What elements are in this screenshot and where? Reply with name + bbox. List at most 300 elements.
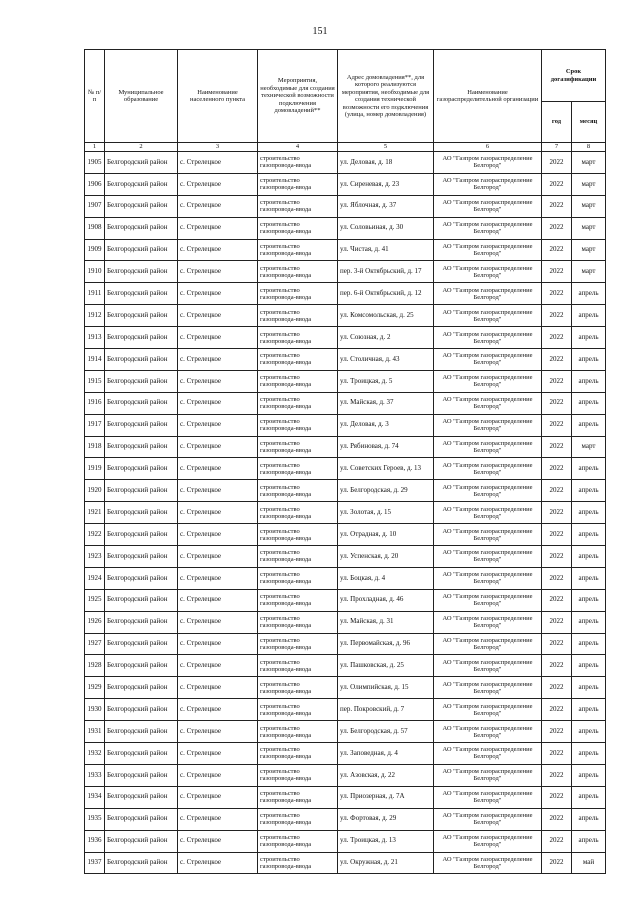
municipality-cell: Белгородский район	[105, 830, 178, 852]
activity-cell: строительство газопровода-ввода	[258, 283, 338, 305]
year-cell: 2022	[542, 611, 572, 633]
table-row	[85, 611, 606, 633]
row-number: 1935	[85, 808, 105, 830]
table-row	[85, 152, 606, 174]
table-row	[85, 217, 606, 239]
table-row	[85, 195, 606, 217]
address-cell: ул. Троицкая, д. 13	[338, 830, 434, 852]
table-row	[85, 370, 606, 392]
table-row	[85, 830, 606, 852]
table-row	[85, 633, 606, 655]
activity-cell: строительство газопровода-ввода	[258, 524, 338, 546]
column-number: 3	[178, 143, 258, 152]
org-cell: АО "Газпром газораспределение Белгород"	[434, 852, 542, 874]
row-number: 1920	[85, 480, 105, 502]
activity-cell: строительство газопровода-ввода	[258, 480, 338, 502]
row-number: 1914	[85, 349, 105, 371]
month-cell: апрель	[572, 589, 606, 611]
settlement-cell: с. Стрелецкое	[178, 589, 258, 611]
year-cell: 2022	[542, 152, 572, 174]
table-row	[85, 458, 606, 480]
address-cell: ул. Успенская, д. 20	[338, 546, 434, 568]
municipality-cell: Белгородский район	[105, 480, 178, 502]
row-number: 1908	[85, 217, 105, 239]
org-cell: АО "Газпром газораспределение Белгород"	[434, 764, 542, 786]
row-number: 1921	[85, 502, 105, 524]
year-cell: 2022	[542, 655, 572, 677]
address-cell: ул. Белгородская, д. 57	[338, 721, 434, 743]
year-cell: 2022	[542, 480, 572, 502]
row-number: 1929	[85, 677, 105, 699]
header-address: Адрес домовладения**, для которого реализуются мероприятия, необходимые для создания технической возможности его подключения (улица, номер домовладения)	[338, 50, 434, 143]
org-cell: АО "Газпром газораспределение Белгород"	[434, 327, 542, 349]
address-cell: ул. Рябиновая, д. 74	[338, 436, 434, 458]
table-row	[85, 524, 606, 546]
settlement-cell: с. Стрелецкое	[178, 699, 258, 721]
row-number: 1917	[85, 414, 105, 436]
month-cell: апрель	[572, 349, 606, 371]
address-cell: ул. Азовская, д. 22	[338, 764, 434, 786]
address-cell: ул. Советских Героев, д. 13	[338, 458, 434, 480]
org-cell: АО "Газпром газораспределение Белгород"	[434, 305, 542, 327]
activity-cell: строительство газопровода-ввода	[258, 305, 338, 327]
org-cell: АО "Газпром газораспределение Белгород"	[434, 567, 542, 589]
year-cell: 2022	[542, 414, 572, 436]
month-cell: апрель	[572, 546, 606, 568]
org-cell: АО "Газпром газораспределение Белгород"	[434, 786, 542, 808]
activity-cell: строительство газопровода-ввода	[258, 349, 338, 371]
municipality-cell: Белгородский район	[105, 633, 178, 655]
org-cell: АО "Газпром газораспределение Белгород"	[434, 830, 542, 852]
activity-cell: строительство газопровода-ввода	[258, 655, 338, 677]
month-cell: апрель	[572, 808, 606, 830]
municipality-cell: Белгородский район	[105, 589, 178, 611]
activity-cell: строительство газопровода-ввода	[258, 546, 338, 568]
year-cell: 2022	[542, 699, 572, 721]
address-cell: ул. Первомайская, д. 96	[338, 633, 434, 655]
month-cell: март	[572, 217, 606, 239]
municipality-cell: Белгородский район	[105, 524, 178, 546]
activity-cell: строительство газопровода-ввода	[258, 502, 338, 524]
table-row	[85, 589, 606, 611]
settlement-cell: с. Стрелецкое	[178, 195, 258, 217]
activity-cell: строительство газопровода-ввода	[258, 633, 338, 655]
table-body	[85, 152, 606, 874]
month-cell: апрель	[572, 699, 606, 721]
org-cell: АО "Газпром газораспределение Белгород"	[434, 239, 542, 261]
row-number: 1913	[85, 327, 105, 349]
activity-cell: строительство газопровода-ввода	[258, 764, 338, 786]
address-cell: ул. Заповедная, д. 4	[338, 743, 434, 765]
row-number: 1933	[85, 764, 105, 786]
year-cell: 2022	[542, 217, 572, 239]
org-cell: АО "Газпром газораспределение Белгород"	[434, 633, 542, 655]
row-number: 1907	[85, 195, 105, 217]
org-cell: АО "Газпром газораспределение Белгород"	[434, 589, 542, 611]
municipality-cell: Белгородский район	[105, 502, 178, 524]
address-cell: ул. Троицкая, д. 5	[338, 370, 434, 392]
activity-cell: строительство газопровода-ввода	[258, 392, 338, 414]
org-cell: АО "Газпром газораспределение Белгород"	[434, 480, 542, 502]
header-deadline: Срок догазификации	[542, 50, 606, 102]
column-number: 1	[85, 143, 105, 152]
org-cell: АО "Газпром газораспределение Белгород"	[434, 283, 542, 305]
row-number: 1934	[85, 786, 105, 808]
address-cell: ул. Отрадная, д. 10	[338, 524, 434, 546]
activity-cell: строительство газопровода-ввода	[258, 743, 338, 765]
header-activity: Мероприятия, необходимые для создания технической возможности подключения домовладений**	[258, 50, 338, 143]
month-cell: апрель	[572, 392, 606, 414]
org-cell: АО "Газпром газораспределение Белгород"	[434, 261, 542, 283]
month-cell: апрель	[572, 283, 606, 305]
activity-cell: строительство газопровода-ввода	[258, 677, 338, 699]
column-number: 8	[572, 143, 606, 152]
table-row	[85, 414, 606, 436]
header-no: № п/п	[85, 50, 105, 143]
month-cell: апрель	[572, 370, 606, 392]
activity-cell: строительство газопровода-ввода	[258, 195, 338, 217]
year-cell: 2022	[542, 743, 572, 765]
table-row	[85, 327, 606, 349]
column-number: 6	[434, 143, 542, 152]
month-cell: апрель	[572, 502, 606, 524]
activity-cell: строительство газопровода-ввода	[258, 239, 338, 261]
table-row	[85, 305, 606, 327]
address-cell: ул. Деловая, д. 18	[338, 152, 434, 174]
settlement-cell: с. Стрелецкое	[178, 283, 258, 305]
municipality-cell: Белгородский район	[105, 458, 178, 480]
month-cell: апрель	[572, 327, 606, 349]
municipality-cell: Белгородский район	[105, 436, 178, 458]
page-number: 151	[312, 26, 328, 37]
municipality-cell: Белгородский район	[105, 699, 178, 721]
org-cell: АО "Газпром газораспределение Белгород"	[434, 699, 542, 721]
address-cell: ул. Союзная, д. 2	[338, 327, 434, 349]
municipality-cell: Белгородский район	[105, 152, 178, 174]
settlement-cell: с. Стрелецкое	[178, 327, 258, 349]
table-row	[85, 808, 606, 830]
address-cell: ул. Столичная, д. 43	[338, 349, 434, 371]
municipality-cell: Белгородский район	[105, 546, 178, 568]
address-cell: ул. Соловьиная, д. 30	[338, 217, 434, 239]
municipality-cell: Белгородский район	[105, 721, 178, 743]
settlement-cell: с. Стрелецкое	[178, 173, 258, 195]
municipality-cell: Белгородский район	[105, 764, 178, 786]
address-cell: ул. Пашковская, д. 25	[338, 655, 434, 677]
municipality-cell: Белгородский район	[105, 305, 178, 327]
activity-cell: строительство газопровода-ввода	[258, 414, 338, 436]
org-cell: АО "Газпром газораспределение Белгород"	[434, 392, 542, 414]
municipality-cell: Белгородский район	[105, 567, 178, 589]
address-cell: ул. Сиреневая, д. 23	[338, 173, 434, 195]
activity-cell: строительство газопровода-ввода	[258, 152, 338, 174]
settlement-cell: с. Стрелецкое	[178, 677, 258, 699]
table-row	[85, 764, 606, 786]
row-number: 1923	[85, 546, 105, 568]
column-numbers-row	[85, 143, 606, 152]
address-cell: пер. 3-й Октябрьский, д. 17	[338, 261, 434, 283]
org-cell: АО "Газпром газораспределение Белгород"	[434, 743, 542, 765]
table-row	[85, 502, 606, 524]
settlement-cell: с. Стрелецкое	[178, 305, 258, 327]
settlement-cell: с. Стрелецкое	[178, 480, 258, 502]
settlement-cell: с. Стрелецкое	[178, 152, 258, 174]
address-cell: ул. Боцкая, д. 4	[338, 567, 434, 589]
table-row	[85, 743, 606, 765]
row-number: 1915	[85, 370, 105, 392]
year-cell: 2022	[542, 502, 572, 524]
org-cell: АО "Газпром газораспределение Белгород"	[434, 808, 542, 830]
settlement-cell: с. Стрелецкое	[178, 786, 258, 808]
settlement-cell: с. Стрелецкое	[178, 370, 258, 392]
address-cell: ул. Чистая, д. 41	[338, 239, 434, 261]
month-cell: апрель	[572, 743, 606, 765]
municipality-cell: Белгородский район	[105, 239, 178, 261]
municipality-cell: Белгородский район	[105, 414, 178, 436]
column-number: 7	[542, 143, 572, 152]
month-cell: апрель	[572, 677, 606, 699]
month-cell: апрель	[572, 786, 606, 808]
address-cell: пер. Покровский, д. 7	[338, 699, 434, 721]
activity-cell: строительство газопровода-ввода	[258, 786, 338, 808]
municipality-cell: Белгородский район	[105, 808, 178, 830]
settlement-cell: с. Стрелецкое	[178, 830, 258, 852]
year-cell: 2022	[542, 546, 572, 568]
activity-cell: строительство газопровода-ввода	[258, 327, 338, 349]
activity-cell: строительство газопровода-ввода	[258, 830, 338, 852]
table-row	[85, 261, 606, 283]
gasification-table	[84, 49, 606, 874]
org-cell: АО "Газпром газораспределение Белгород"	[434, 370, 542, 392]
row-number: 1926	[85, 611, 105, 633]
municipality-cell: Белгородский район	[105, 195, 178, 217]
municipality-cell: Белгородский район	[105, 370, 178, 392]
year-cell: 2022	[542, 677, 572, 699]
year-cell: 2022	[542, 392, 572, 414]
activity-cell: строительство газопровода-ввода	[258, 611, 338, 633]
month-cell: апрель	[572, 633, 606, 655]
settlement-cell: с. Стрелецкое	[178, 721, 258, 743]
table-row	[85, 480, 606, 502]
month-cell: апрель	[572, 764, 606, 786]
municipality-cell: Белгородский район	[105, 349, 178, 371]
org-cell: АО "Газпром газораспределение Белгород"	[434, 524, 542, 546]
month-cell: апрель	[572, 480, 606, 502]
row-number: 1905	[85, 152, 105, 174]
org-cell: АО "Газпром газораспределение Белгород"	[434, 502, 542, 524]
activity-cell: строительство газопровода-ввода	[258, 808, 338, 830]
year-cell: 2022	[542, 830, 572, 852]
year-cell: 2022	[542, 261, 572, 283]
year-cell: 2022	[542, 349, 572, 371]
table-row	[85, 655, 606, 677]
month-cell: апрель	[572, 305, 606, 327]
settlement-cell: с. Стрелецкое	[178, 852, 258, 874]
settlement-cell: с. Стрелецкое	[178, 217, 258, 239]
row-number: 1906	[85, 173, 105, 195]
municipality-cell: Белгородский район	[105, 677, 178, 699]
settlement-cell: с. Стрелецкое	[178, 524, 258, 546]
month-cell: март	[572, 261, 606, 283]
org-cell: АО "Газпром газораспределение Белгород"	[434, 546, 542, 568]
org-cell: АО "Газпром газораспределение Белгород"	[434, 217, 542, 239]
header-municipality: Муниципальное образование	[105, 50, 178, 143]
activity-cell: строительство газопровода-ввода	[258, 436, 338, 458]
municipality-cell: Белгородский район	[105, 655, 178, 677]
settlement-cell: с. Стрелецкое	[178, 567, 258, 589]
municipality-cell: Белгородский район	[105, 283, 178, 305]
address-cell: ул. Комсомольская, д. 25	[338, 305, 434, 327]
month-cell: март	[572, 436, 606, 458]
address-cell: ул. Белгородская, д. 29	[338, 480, 434, 502]
settlement-cell: с. Стрелецкое	[178, 633, 258, 655]
year-cell: 2022	[542, 173, 572, 195]
address-cell: ул. Майская, д. 31	[338, 611, 434, 633]
table-row	[85, 546, 606, 568]
table-row	[85, 349, 606, 371]
org-cell: АО "Газпром газораспределение Белгород"	[434, 414, 542, 436]
org-cell: АО "Газпром газораспределение Белгород"	[434, 349, 542, 371]
row-number: 1910	[85, 261, 105, 283]
row-number: 1931	[85, 721, 105, 743]
activity-cell: строительство газопровода-ввода	[258, 721, 338, 743]
table-row	[85, 721, 606, 743]
month-cell: март	[572, 152, 606, 174]
month-cell: апрель	[572, 830, 606, 852]
table-row	[85, 852, 606, 874]
month-cell: март	[572, 239, 606, 261]
municipality-cell: Белгородский район	[105, 852, 178, 874]
year-cell: 2022	[542, 458, 572, 480]
settlement-cell: с. Стрелецкое	[178, 458, 258, 480]
column-number: 5	[338, 143, 434, 152]
month-cell: март	[572, 195, 606, 217]
municipality-cell: Белгородский район	[105, 786, 178, 808]
row-number: 1912	[85, 305, 105, 327]
row-number: 1918	[85, 436, 105, 458]
table-header	[85, 50, 606, 152]
table-row	[85, 173, 606, 195]
org-cell: АО "Газпром газораспределение Белгород"	[434, 152, 542, 174]
row-number: 1919	[85, 458, 105, 480]
table-row	[85, 283, 606, 305]
row-number: 1922	[85, 524, 105, 546]
month-cell: апрель	[572, 414, 606, 436]
year-cell: 2022	[542, 327, 572, 349]
row-number: 1927	[85, 633, 105, 655]
month-cell: март	[572, 173, 606, 195]
org-cell: АО "Газпром газораспределение Белгород"	[434, 677, 542, 699]
year-cell: 2022	[542, 721, 572, 743]
month-cell: апрель	[572, 721, 606, 743]
settlement-cell: с. Стрелецкое	[178, 261, 258, 283]
row-number: 1930	[85, 699, 105, 721]
month-cell: апрель	[572, 655, 606, 677]
year-cell: 2022	[542, 370, 572, 392]
year-cell: 2022	[542, 764, 572, 786]
address-cell: ул. Олимпийская, д. 15	[338, 677, 434, 699]
column-number: 2	[105, 143, 178, 152]
year-cell: 2022	[542, 195, 572, 217]
activity-cell: строительство газопровода-ввода	[258, 370, 338, 392]
header-settlement: Наименование населенного пункта	[178, 50, 258, 143]
settlement-cell: с. Стрелецкое	[178, 808, 258, 830]
table-row	[85, 786, 606, 808]
row-number: 1911	[85, 283, 105, 305]
row-number: 1937	[85, 852, 105, 874]
address-cell: ул. Золотая, д. 15	[338, 502, 434, 524]
municipality-cell: Белгородский район	[105, 217, 178, 239]
org-cell: АО "Газпром газораспределение Белгород"	[434, 458, 542, 480]
address-cell: ул. Деловая, д. 3	[338, 414, 434, 436]
table-row	[85, 436, 606, 458]
month-cell: апрель	[572, 567, 606, 589]
activity-cell: строительство газопровода-ввода	[258, 589, 338, 611]
municipality-cell: Белгородский район	[105, 173, 178, 195]
address-cell: ул. Прохладная, д. 46	[338, 589, 434, 611]
org-cell: АО "Газпром газораспределение Белгород"	[434, 436, 542, 458]
settlement-cell: с. Стрелецкое	[178, 436, 258, 458]
table-row	[85, 392, 606, 414]
settlement-cell: с. Стрелецкое	[178, 349, 258, 371]
address-cell: пер. 6-й Октябрьский, д. 12	[338, 283, 434, 305]
activity-cell: строительство газопровода-ввода	[258, 217, 338, 239]
year-cell: 2022	[542, 589, 572, 611]
settlement-cell: с. Стрелецкое	[178, 414, 258, 436]
row-number: 1936	[85, 830, 105, 852]
address-cell: ул. Майская, д. 37	[338, 392, 434, 414]
activity-cell: строительство газопровода-ввода	[258, 567, 338, 589]
year-cell: 2022	[542, 524, 572, 546]
table-row	[85, 699, 606, 721]
address-cell: ул. Яблочная, д. 37	[338, 195, 434, 217]
settlement-cell: с. Стрелецкое	[178, 764, 258, 786]
activity-cell: строительство газопровода-ввода	[258, 699, 338, 721]
year-cell: 2022	[542, 436, 572, 458]
year-cell: 2022	[542, 239, 572, 261]
year-cell: 2022	[542, 567, 572, 589]
address-cell: ул. Приозерная, д. 7А	[338, 786, 434, 808]
settlement-cell: с. Стрелецкое	[178, 743, 258, 765]
month-cell: апрель	[572, 458, 606, 480]
municipality-cell: Белгородский район	[105, 611, 178, 633]
municipality-cell: Белгородский район	[105, 261, 178, 283]
year-cell: 2022	[542, 305, 572, 327]
settlement-cell: с. Стрелецкое	[178, 392, 258, 414]
row-number: 1916	[85, 392, 105, 414]
activity-cell: строительство газопровода-ввода	[258, 261, 338, 283]
activity-cell: строительство газопровода-ввода	[258, 852, 338, 874]
settlement-cell: с. Стрелецкое	[178, 239, 258, 261]
year-cell: 2022	[542, 283, 572, 305]
settlement-cell: с. Стрелецкое	[178, 502, 258, 524]
table-row	[85, 567, 606, 589]
address-cell: ул. Фортовая, д. 29	[338, 808, 434, 830]
month-cell: май	[572, 852, 606, 874]
table-row	[85, 239, 606, 261]
address-cell: ул. Окружная, д. 21	[338, 852, 434, 874]
header-month: месяц	[572, 102, 606, 143]
table-row	[85, 677, 606, 699]
municipality-cell: Белгородский район	[105, 327, 178, 349]
municipality-cell: Белгородский район	[105, 392, 178, 414]
month-cell: апрель	[572, 524, 606, 546]
row-number: 1928	[85, 655, 105, 677]
row-number: 1932	[85, 743, 105, 765]
activity-cell: строительство газопровода-ввода	[258, 458, 338, 480]
settlement-cell: с. Стрелецкое	[178, 655, 258, 677]
settlement-cell: с. Стрелецкое	[178, 546, 258, 568]
